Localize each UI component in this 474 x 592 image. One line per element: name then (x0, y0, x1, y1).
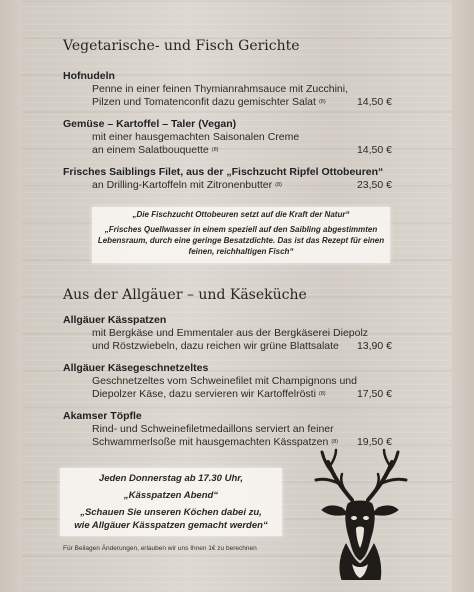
wood-edge-left (0, 0, 22, 592)
dish-price: 17,50 € (356, 388, 392, 400)
note-line: „Kässpatzen Abend“ (123, 490, 219, 501)
section-title-allgaeu-cheese: Aus der Allgäuer – und Käseküche (63, 287, 307, 303)
note-line: Jeden Donnerstag ab 17.30 Uhr, (98, 473, 244, 484)
deer-head-icon (312, 448, 410, 580)
dish-description: mit einer hausgemachten Saisonalen Creme (92, 131, 300, 143)
dish-description: an einem Salatbouquette (8) (92, 144, 219, 156)
dish-name: Allgäuer Käsegeschnetzeltes (63, 362, 209, 374)
dish-name: Akamser Töpfle (63, 410, 142, 422)
note-line: feinen, reichhaltigen Fisch“ (188, 247, 294, 256)
dish-description: an Drilling-Kartoffeln mit Zitronenbutter (8) (92, 179, 282, 191)
allergen-code: (8) (331, 439, 339, 446)
kaesspatzen-evening-note (60, 468, 282, 536)
footnote: Für Beilagen Änderungen, erlauben wir uns Ihnen 1€ zu berechnen (63, 545, 257, 552)
note-line: wie Allgäuer Kässpatzen gemacht werden“ (74, 520, 268, 531)
section-title-vegetarian-fish: Vegetarische- und Fisch Gerichte (63, 38, 300, 54)
dish-name: Gemüse – Kartoffel – Taler (Vegan) (63, 118, 237, 130)
note-line: „Frisches Quellwasser in einem speziell auf den Saibling abgestimmten (104, 225, 378, 234)
dish-description: Diepolzer Käse, dazu servieren wir Kartoffelrösti (8) (92, 388, 326, 400)
dish-name: Allgäuer Kässpatzen (63, 314, 167, 326)
dish-price: 14,50 € (356, 96, 392, 108)
dish-price: 19,50 € (356, 436, 392, 448)
dish-name: Frisches Saiblings Filet, aus der „Fischzucht Ripfel Ottobeuren“ (63, 166, 384, 178)
note-line: „Schauen Sie unseren Köchen dabei zu, (80, 507, 262, 518)
dish-name: Hofnudeln (63, 70, 115, 82)
dish-price: 23,50 € (356, 179, 392, 191)
allergen-code: (8) (211, 147, 219, 154)
allergen-code: (8) (318, 391, 326, 398)
dish-description: Rind- und Schweinefiletmedaillons serviert an feiner (92, 423, 334, 435)
fish-farm-note (92, 207, 390, 263)
note-line: Lebensraum, durch eine geringe Besatzdichte. Das ist das Rezept für einen (97, 236, 385, 245)
note-line: „Die Fischzucht Ottobeuren setzt auf die Kraft der Natur“ (132, 210, 350, 219)
dish-description: Geschnetzeltes vom Schweinefilet mit Champignons und (92, 375, 357, 387)
dish-price: 14,50 € (356, 144, 392, 156)
dish-description: Penne in einer feinen Thymianrahmsauce mit Zucchini, (92, 83, 349, 95)
allergen-code: (8) (318, 99, 326, 106)
allergen-code: (8) (275, 182, 282, 189)
dish-description: mit Bergkäse und Emmentaler aus der Bergkäserei Diepolz (92, 327, 369, 339)
dish-description: Schwammerlsoße mit hausgemachten Kässpatzen (8) (92, 436, 339, 448)
wood-edge-right (452, 0, 474, 592)
dish-description: und Röstzwiebeln, dazu reichen wir grüne Blattsalate (92, 340, 339, 352)
dish-description: Pilzen und Tomatenconfit dazu gemischter Salat (8) (92, 96, 326, 108)
dish-price: 13,90 € (356, 340, 392, 352)
